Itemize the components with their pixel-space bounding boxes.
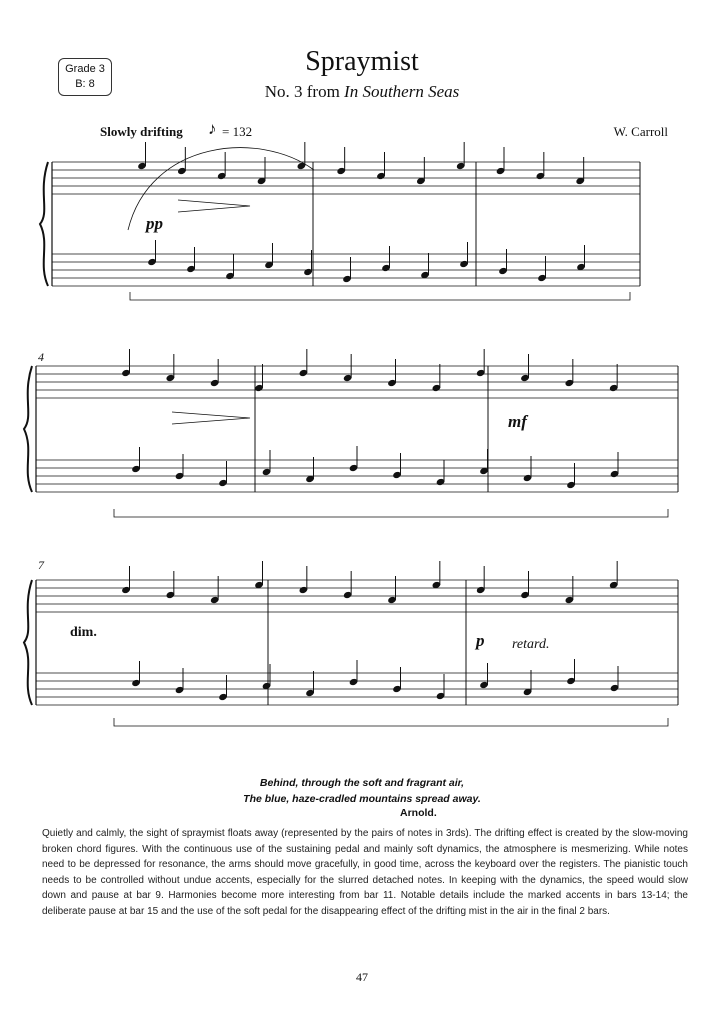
poem [0,775,724,807]
poem-attribution: Arnold. [400,807,437,819]
dynamic-p: p [476,631,485,650]
poem-line: Behind, through the soft and fragrant air, [259,777,465,789]
dynamic-mf: mf [508,412,527,431]
board-label: B: 8 [75,78,95,90]
crescendo-hairpin [178,200,250,212]
brace [40,162,48,286]
collection-name: In Southern Seas [344,82,460,101]
tempo-value: = 132 [222,124,253,139]
tempo-marking: Slowly drifting [100,124,183,139]
dynamic-dim: dim. [70,625,97,640]
piece-title: Spraymist [305,46,419,77]
measure-number-4: 4 [38,350,44,364]
diminuendo-hairpin [172,412,250,424]
brace [24,580,32,705]
eighth-note-icon: ♪ [208,119,217,138]
grade-label: Grade 3 [65,63,105,75]
description-paragraph: Quietly and calmly, the sight of spraymist floats away (represented by the pairs of notes in 3rds). The drifting effect is created by the slow-moving broken chord figures. With the continuous use of the sustaining pedal and mainly soft dynamics, the atmosphere is mesmerizing. While notes need to be depressed for resonance, the arms should move gracefully, in good time, across the keyboard over the registers. The pianistic touch needs to be controlled without undue accents, especially for the slurred detached notes. In keeping with the dynamics, the speed would slow down and pause at bar 9. Harmonies become more interesting from bar 11. Notable details include the marked accents in bars 13-14; the deliberate pause at bar 15 and the use of the soft pedal for the disappearing effect of the drifting mist in the air in the final 2 bars. [42,828,688,917]
page-number: 47 [356,970,368,984]
brace [24,366,32,492]
measure-number-7: 7 [38,558,44,572]
pedal-line [114,509,668,517]
pedal-line [130,292,630,300]
pedal-line [114,718,668,726]
composer-name: W. Carroll [613,124,668,139]
poem-line: The blue, haze-cradled mountains spread away. [243,793,481,805]
dynamic-pp: pp [146,214,163,233]
subtitle-prefix: No. 3 from [264,82,345,101]
tempo-retard: retard. [512,637,550,652]
